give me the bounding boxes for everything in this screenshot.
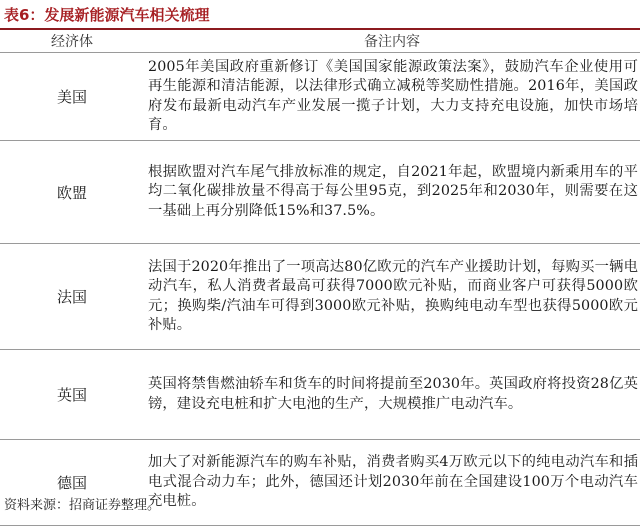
note-cell: 英国将禁售燃油轿车和货车的时间将提前至2030年。英国政府将投资28亿英镑，建设充电桩和扩大电池的生产，大规模推广电动汽车。: [144, 350, 640, 440]
country-cell: 德国: [0, 440, 144, 526]
header-notes: 备注内容: [144, 30, 640, 53]
header-economy: 经济体: [0, 30, 144, 53]
policy-table: [0, 30, 640, 526]
source-note: 资料来源：招商证券整理。: [4, 498, 161, 513]
table-title: 表6：发展新能源汽车相关梳理: [4, 6, 210, 24]
note-cell: 加大了对新能源汽车的购车补贴，消费者购买4万欧元以下的纯电动汽车和插电式混合动力车；此外，德国还计划2030年前在全国建设100万个电动汽车充电桩。: [144, 440, 640, 526]
country-cell: 欧盟: [0, 141, 144, 244]
country-cell: 美国: [0, 53, 144, 141]
note-cell: 2005年美国政府重新修订《美国国家能源政策法案》，鼓励汽车企业使用可再生能源和清洁能源，以法律形式确立减税等奖励性措施。2016年，美国政府发布最新电动汽车产业发展一揽子计划，大力支持充电设施，加快市场培育。: [144, 53, 640, 141]
table-row: [0, 350, 640, 440]
table-row: [0, 244, 640, 350]
note-cell: 根据欧盟对汽车尾气排放标准的规定，自2021年起，欧盟境内新乘用车的平均二氧化碳排放量不得高于每公里95克，到2025年和2030年，则需要在这一基础上再分别降低15%和37.5%。: [144, 141, 640, 244]
note-cell: 法国于2020年推出了一项高达80亿欧元的汽车产业援助计划，每购买一辆电动汽车，私人消费者最高可获得7000欧元补贴，而商业客户可获得5000欧元；换购柴/汽油车可得到3000欧元补贴，换购纯电动车型也获得5000欧元补贴。: [144, 244, 640, 350]
country-cell: 英国: [0, 350, 144, 440]
table-row: [0, 53, 640, 141]
country-cell: 法国: [0, 244, 144, 350]
table-row: [0, 141, 640, 244]
header-row: [0, 30, 640, 53]
